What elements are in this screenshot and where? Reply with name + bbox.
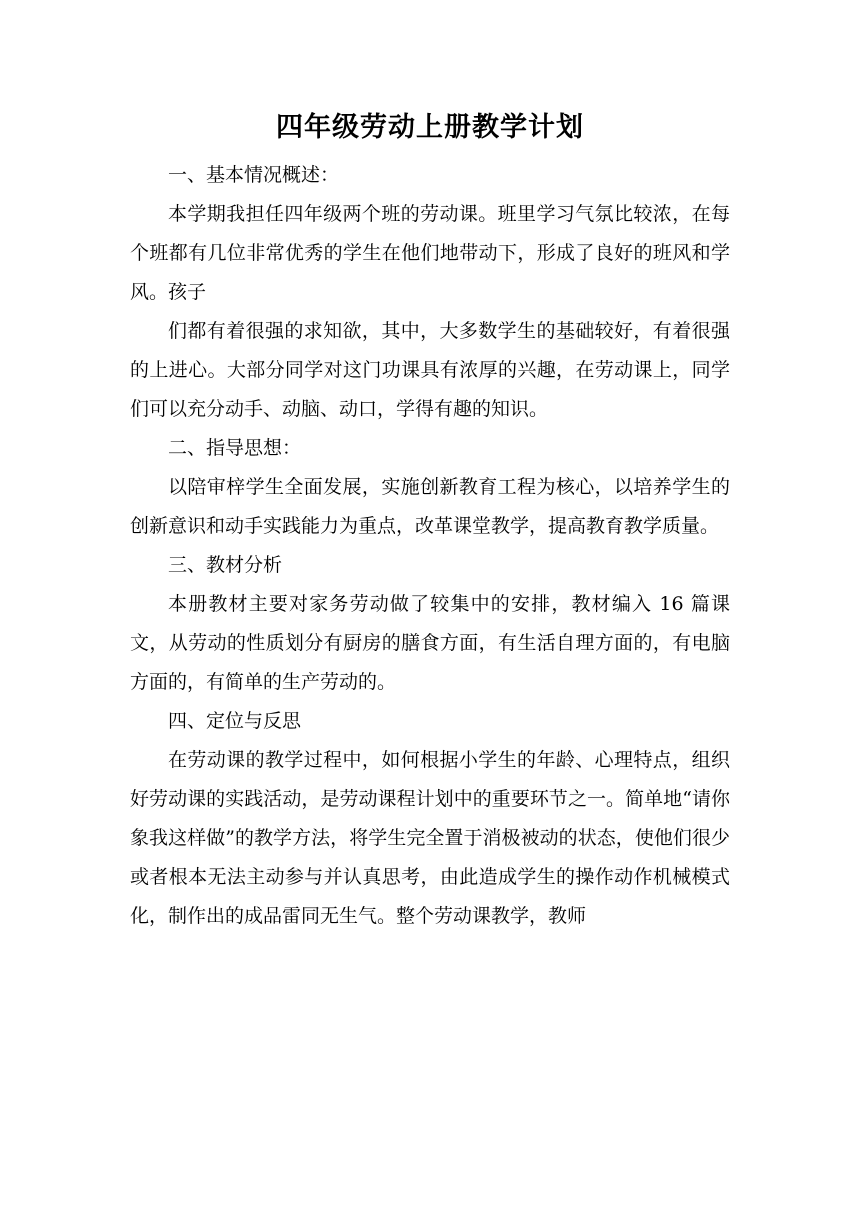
- paragraph-textbook-analysis: 本册教材主要对家务劳动做了较集中的安排，教材编入 16 篇课文，从劳动的性质划分有厨房的膳食方面，有生活自理方面的，有电脑方面的，有简单的生产劳动的。: [130, 593, 730, 693]
- document-body: [130, 156, 730, 936]
- paragraph-students-interest: 们都有着很强的求知欲，其中，大多数学生的基础较好，有着很强的上进心。大部分同学对这门功课具有浓厚的兴趣，在劳动课上，同学们可以充分动手、动脑、动口，学得有趣的知识。: [130, 320, 730, 420]
- paragraph-class-overview: 本学期我担任四年级两个班的劳动课。班里学习气氛比较浓，在每个班都有几位非常优秀的学生在他们地带动下，形成了良好的班风和学风。孩子: [130, 203, 730, 303]
- paragraph-guiding-ideology: 以陪审梓学生全面发展，实施创新教育工程为核心，以培养学生的创新意识和动手实践能力为重点，改革课堂教学，提高教育教学质量。: [130, 476, 730, 537]
- section-heading-textbook-analysis: 三、教材分析: [168, 554, 283, 576]
- section-heading-basic-situation: 一、基本情况概述：: [168, 164, 340, 186]
- paragraph-positioning-reflection: 在劳动课的教学过程中，如何根据小学生的年龄、心理特点，组织好劳动课的实践活动，是劳动课程计划中的重要环节之一。简单地“请你象我这样做”的教学方法，将学生完全置于消极被动的状态，使他们很少或者根本无法主动参与并认真思考，由此造成学生的操作动作机械模式化，制作出的成品雷同无生气。整个劳动课教学，教师: [130, 749, 730, 927]
- section-heading-guiding-ideology: 二、指导思想：: [168, 437, 302, 459]
- document-title: 四年级劳动上册教学计划: [276, 112, 584, 143]
- section-heading-positioning-reflection: 四、定位与反思: [168, 710, 302, 732]
